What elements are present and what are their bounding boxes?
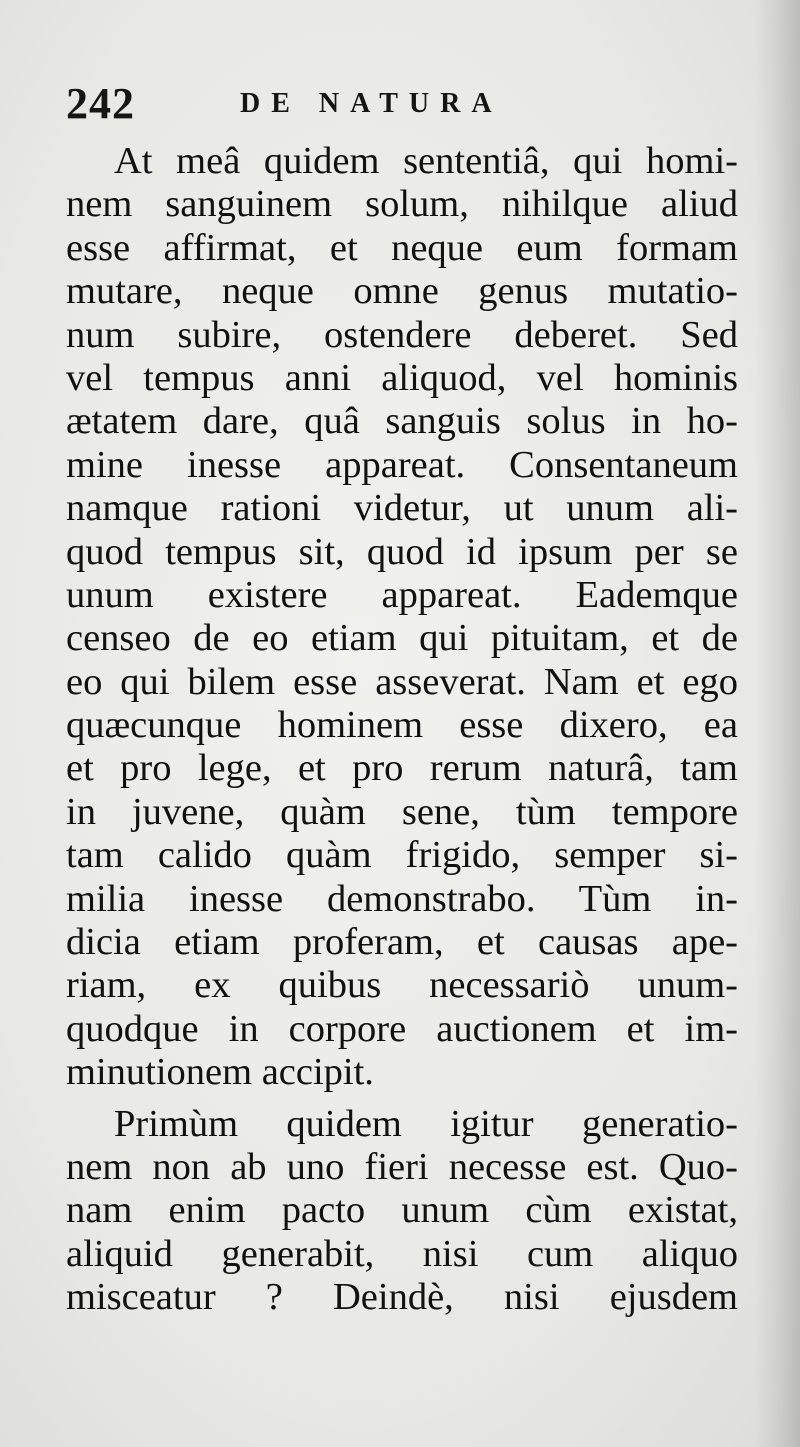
text-line: namque rationi videtur, ut unum ali- (66, 487, 738, 530)
text-line: vel tempus anni aliquod, vel hominis (66, 356, 738, 399)
text-line: nam enim pacto unum cùm existat, (66, 1189, 738, 1232)
text-line: mine inesse appareat. Consentaneum (66, 443, 738, 486)
text-line: nem sanguinem solum, nihilque aliud (66, 183, 738, 226)
paragraph-spacer (66, 1095, 738, 1103)
body-text (66, 140, 738, 1320)
text-line: in juvene, quàm sene, tùm tempore (66, 790, 738, 833)
page-gutter-shadow (754, 0, 800, 1447)
paragraph-1 (66, 140, 738, 1095)
paragraph-2 (66, 1103, 738, 1320)
text-line: quæcunque hominem esse dixero, ea (66, 704, 738, 747)
text-line: aliquid generabit, nisi cum aliquo (66, 1232, 738, 1275)
text-line: minutionem accipit. (66, 1051, 374, 1094)
text-line: quodque in corpore auctionem et im- (66, 1007, 738, 1050)
text-line: et pro lege, et pro rerum naturâ, tam (66, 747, 738, 790)
text-line: misceatur ? Deindè, nisi ejusdem (66, 1276, 738, 1319)
text-line: quod tempus sit, quod id ipsum per se (66, 530, 738, 573)
running-title: DE NATURA (240, 88, 503, 119)
text-line: unum existere appareat. Eademque (66, 573, 738, 616)
text-line: Primùm quidem igitur generatio- (114, 1102, 738, 1145)
text-line: censeo de eo etiam qui pituitam, et de (66, 617, 738, 660)
text-line: mutare, neque omne genus mutatio- (66, 270, 738, 313)
text-line: nem non ab uno fieri necesse est. Quo- (66, 1145, 738, 1188)
text-line: At meâ quidem sententiâ, qui homi- (114, 140, 738, 182)
text-line: eo qui bilem esse asseverat. Nam et ego (66, 660, 738, 703)
page-number: 242 (66, 79, 135, 128)
text-line: num subire, ostendere deberet. Sed (66, 313, 738, 356)
text-line: tam calido quàm frigido, semper si- (66, 834, 738, 877)
text-line: riam, ex quibus necessariò unum- (66, 964, 738, 1007)
text-line: milia inesse demonstrabo. Tùm in- (66, 877, 738, 920)
page-header (66, 78, 626, 138)
text-line: ætatem dare, quâ sanguis solus in ho- (66, 400, 738, 443)
text-line: dicia etiam proferam, et causas ape- (66, 921, 738, 964)
text-line: esse affirmat, et neque eum formam (66, 226, 738, 269)
